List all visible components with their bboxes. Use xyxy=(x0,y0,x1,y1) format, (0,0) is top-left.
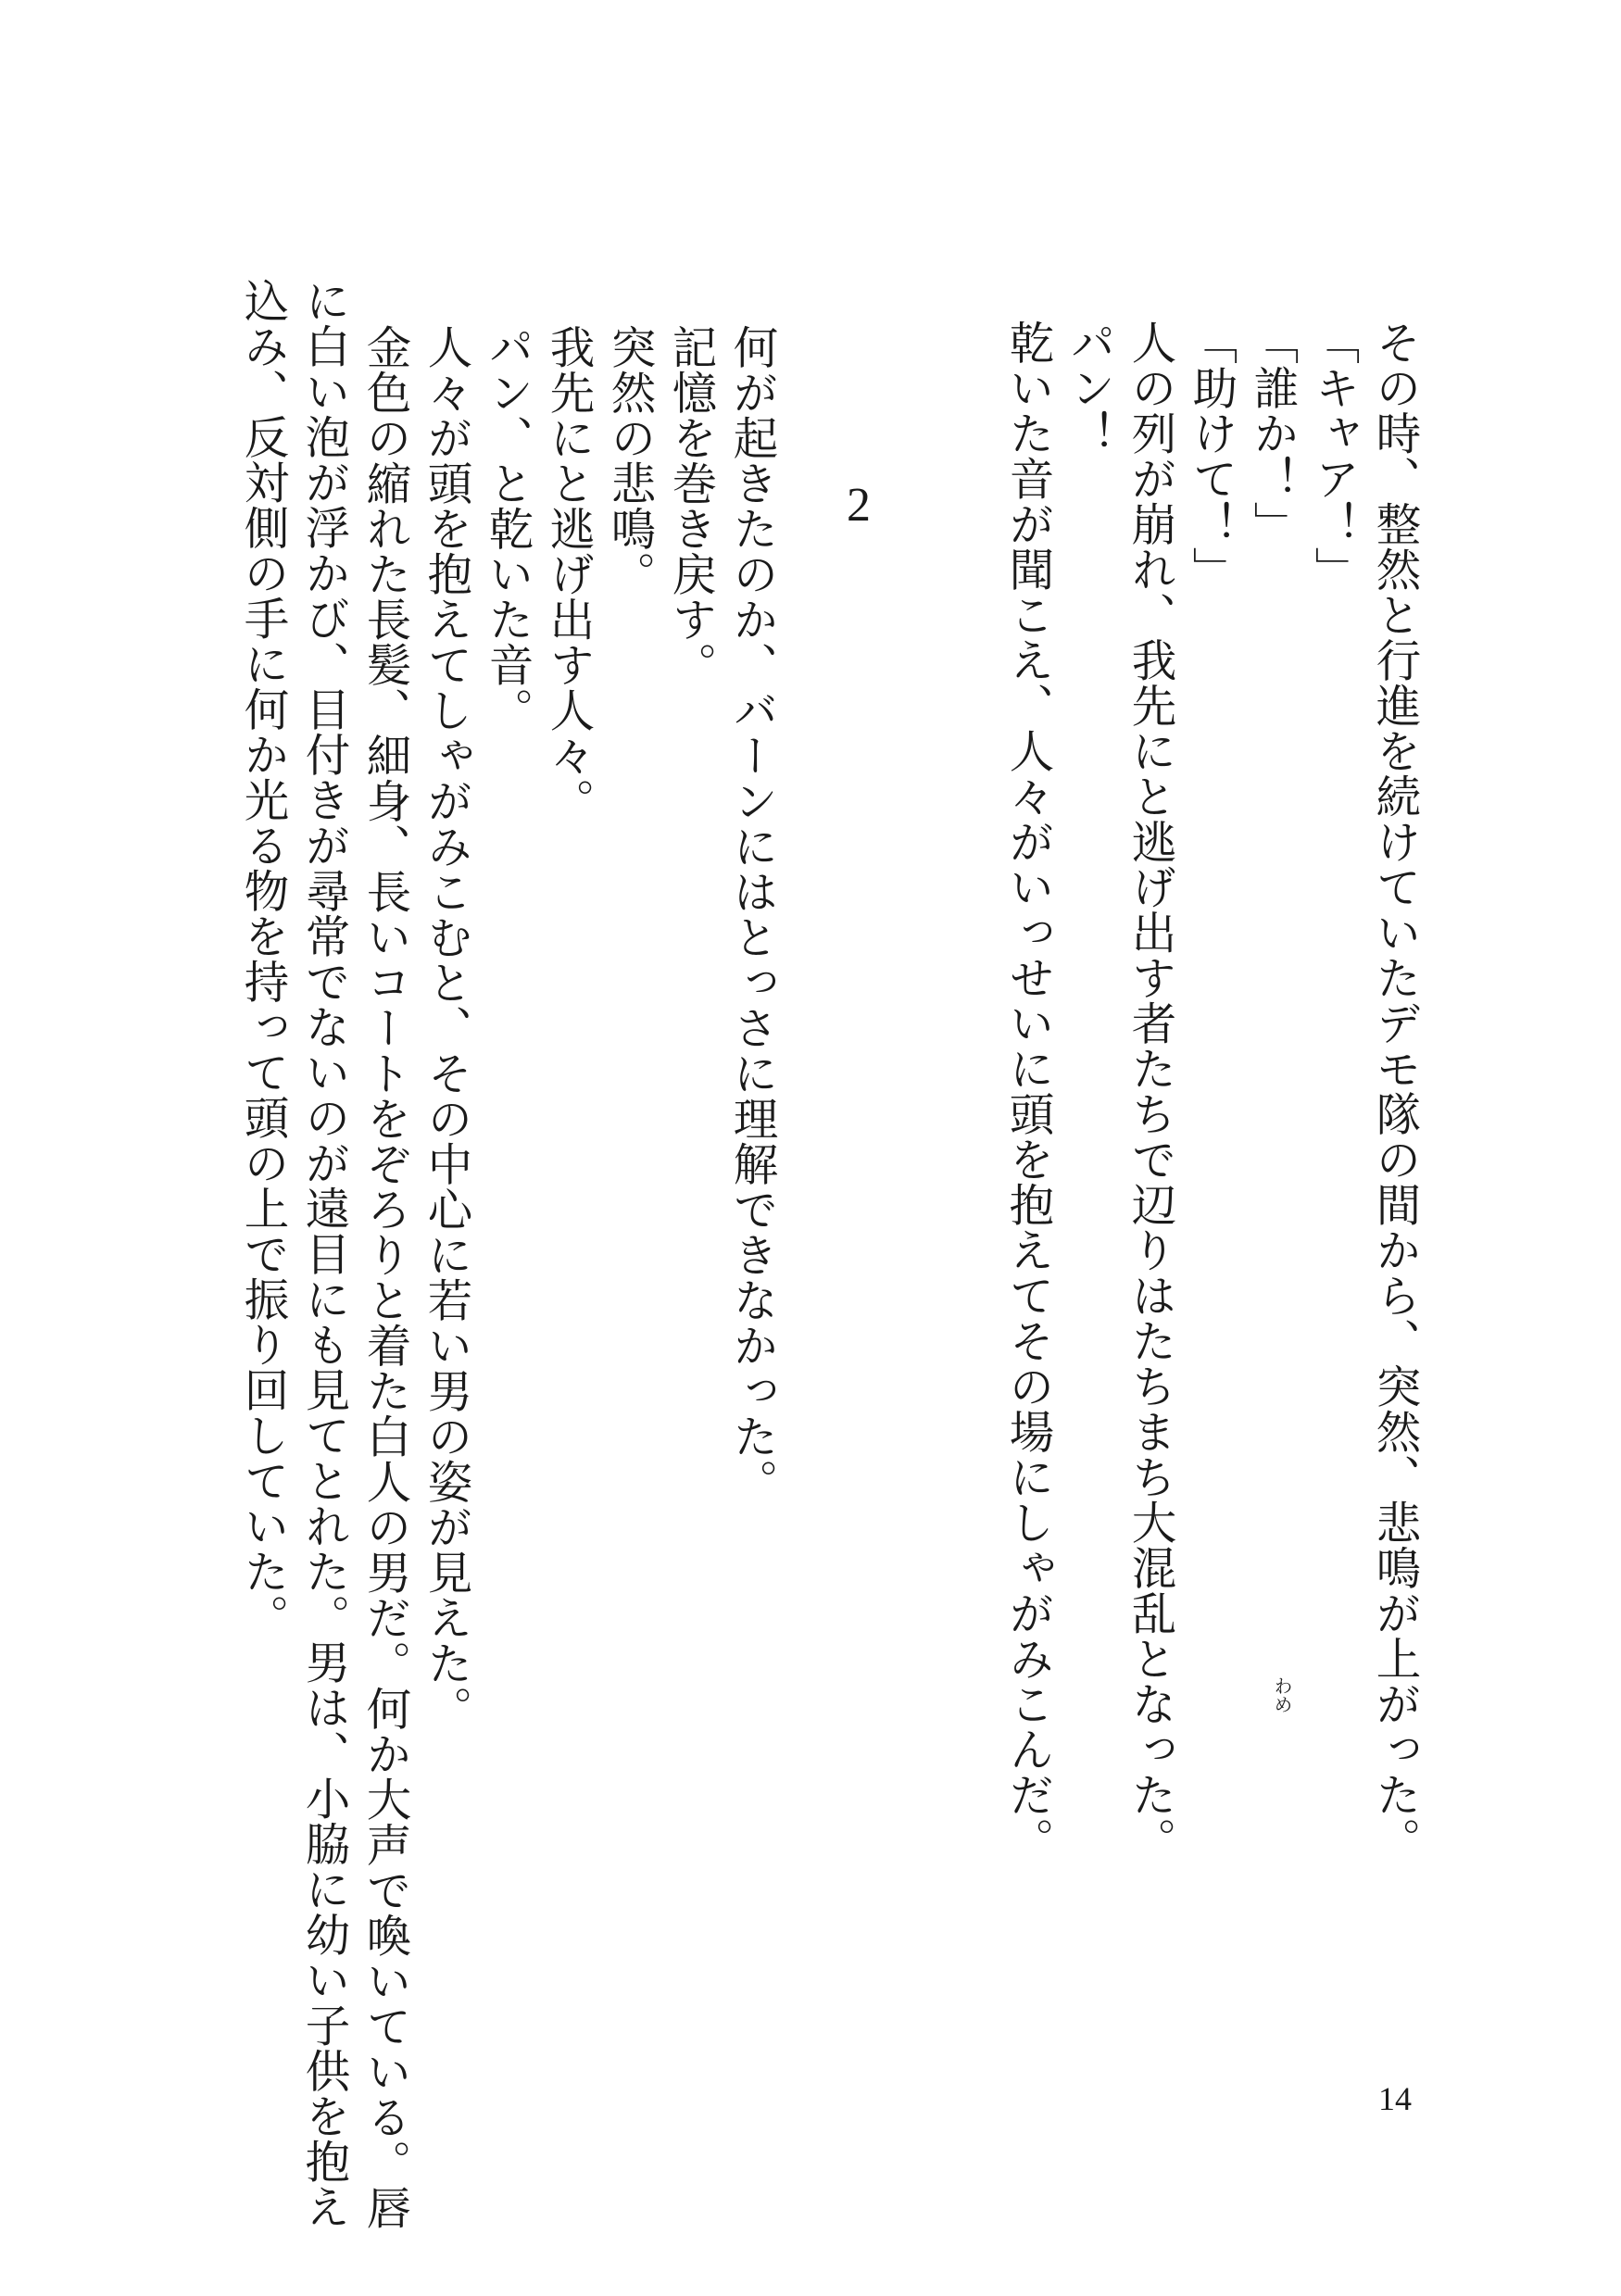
text-line-15: に白い泡が浮かび、目付きが尋常でないのが遠目にも見てとれた。男は、小脇に幼い子供を抱え xyxy=(297,278,349,2229)
ruby-annotation: わめ xyxy=(1271,1676,1293,1713)
text-line-11: 我先にと逃げ出す人々。 xyxy=(542,324,594,823)
text-line-12: パン、と乾いた音。 xyxy=(481,324,533,733)
text-line-1: その時、整然と行進を続けていたデモ隊の間から、突然、悲鳴が上がった。 xyxy=(1368,320,1420,1863)
section-number: 2 xyxy=(847,479,871,532)
page-number: 14 xyxy=(1378,2080,1412,2117)
text-line-6: パン！ xyxy=(1062,320,1114,456)
text-line-8: 何が起きたのか、バーンにはとっさに理解できなかった。 xyxy=(725,324,777,1504)
text-line-16: 込み、反対側の手に何か光る物を持って頭の上で振り回していた。 xyxy=(236,278,288,1639)
text-line-10: 突然の悲鳴。 xyxy=(603,324,655,596)
text-line-14: 金色の縮れた長髪、細身、長いコートをぞろりと着た白人の男だ。何か大声で喚いている。唇 xyxy=(358,324,410,2230)
text-line-5: 人の列が崩れ、我先にと逃げ出す者たちで辺りはたちまち大混乱となった。 xyxy=(1124,320,1175,1863)
text-line-4: 「助けて！」 xyxy=(1185,320,1237,592)
text-line-7: 乾いた音が聞こえ、人々がいっせいに頭を抱えてその場にしゃがみこんだ。 xyxy=(1001,320,1053,1863)
text-line-13: 人々が頭を抱えてしゃがみこむと、その中心に若い男の姿が見えた。 xyxy=(420,324,471,1731)
text-line-2: 「キャア！」 xyxy=(1307,320,1359,592)
text-line-9: 記憶を巻き戻す。 xyxy=(664,324,716,687)
text-line-3: 「誰か！」 xyxy=(1246,320,1298,546)
